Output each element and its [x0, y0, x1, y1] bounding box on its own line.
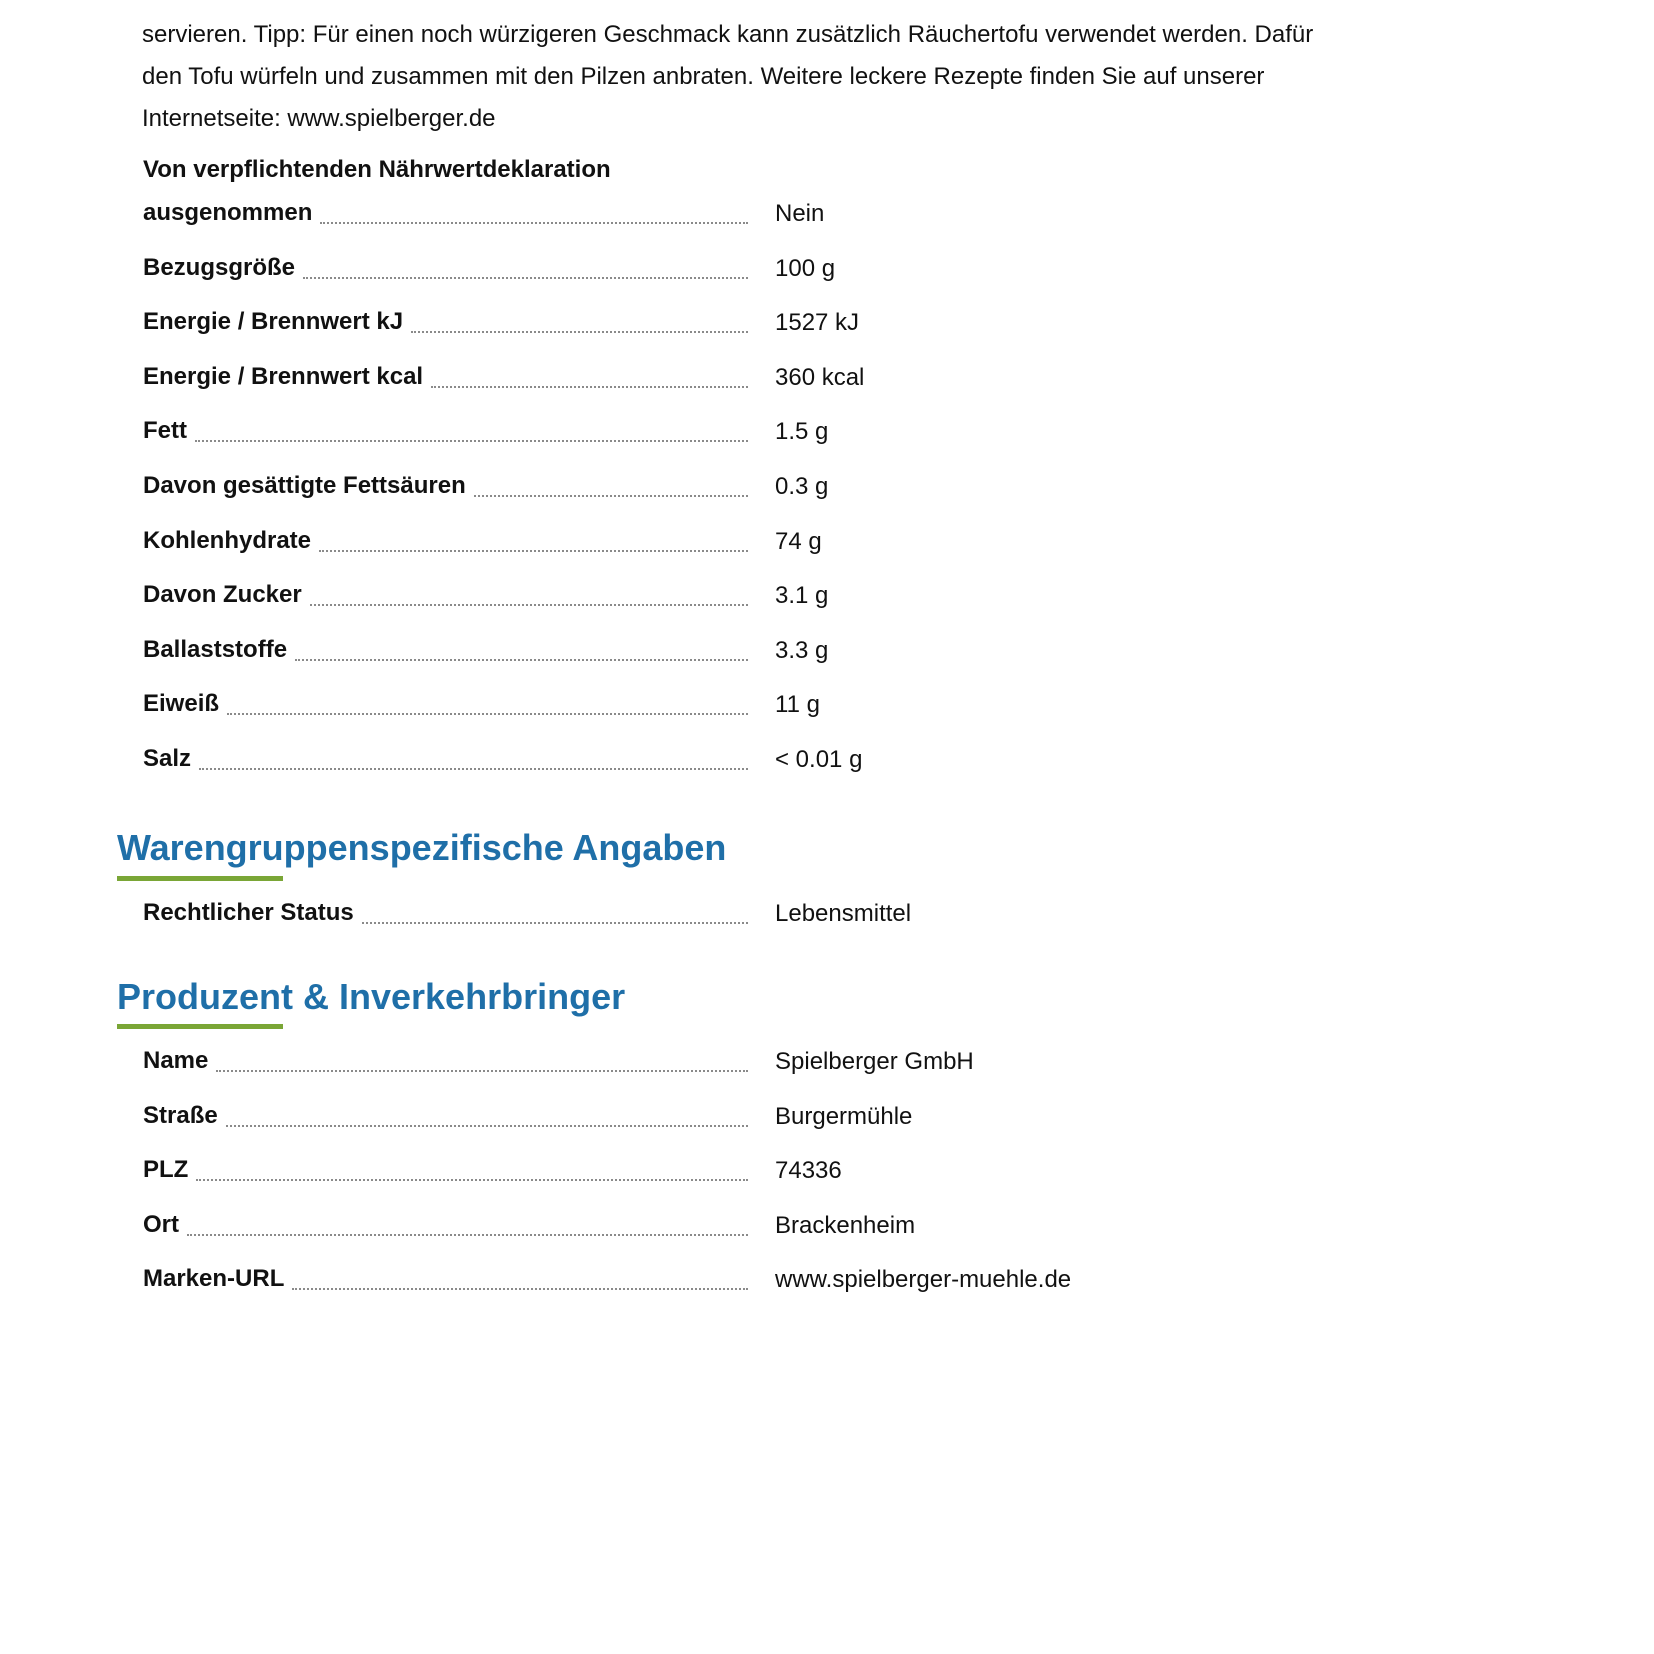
produzent-table	[143, 1044, 1143, 1317]
dot-leader	[310, 604, 748, 606]
row-value: Lebensmittel	[775, 900, 912, 927]
dot-leader	[362, 922, 748, 924]
table-row	[143, 1262, 1143, 1317]
table-row	[143, 1153, 1143, 1208]
dot-leader	[216, 1070, 748, 1072]
row-label: Name	[143, 1047, 209, 1074]
row-label: Bezugsgröße	[143, 253, 296, 281]
table-row	[143, 524, 1143, 579]
table-row	[143, 305, 1143, 360]
row-label: Ballaststoffe	[143, 635, 288, 663]
table-row	[143, 578, 1143, 633]
row-label: ausgenommen	[143, 199, 313, 226]
row-value: 3.1 g	[775, 582, 829, 610]
row-label: Salz	[143, 744, 192, 772]
row-label: Rechtlicher Status	[143, 899, 354, 926]
dot-leader	[196, 1179, 748, 1181]
recipe-tip-paragraph	[142, 14, 1432, 140]
table-row	[143, 1099, 1143, 1154]
row-label: Fett	[143, 417, 187, 445]
section-underline	[117, 876, 283, 881]
table-row	[143, 742, 1143, 797]
table-row	[143, 469, 1143, 524]
table-row	[143, 633, 1143, 688]
dot-leader	[292, 1288, 748, 1290]
warengruppe-table	[143, 896, 1143, 951]
row-value: Nein	[775, 200, 825, 227]
row-label: Eiweiß	[143, 690, 220, 718]
dot-leader	[226, 1125, 748, 1127]
dot-leader	[295, 659, 748, 661]
section-title-warengruppe: Warengruppenspezifische Angaben	[117, 827, 727, 868]
row-value: < 0.01 g	[775, 745, 863, 773]
row-value: 74 g	[775, 527, 822, 555]
dot-leader	[474, 495, 748, 497]
table-row	[143, 196, 1143, 251]
table-row	[143, 896, 1143, 951]
row-value: 360 kcal	[775, 363, 865, 391]
section-underline	[117, 1024, 283, 1029]
dot-leader	[431, 386, 748, 388]
row-value: 1.5 g	[775, 418, 829, 446]
row-label: Marken-URL	[143, 1265, 285, 1293]
table-row	[143, 687, 1143, 742]
table-row	[143, 1208, 1143, 1263]
row-value: 74336	[775, 1157, 842, 1185]
dot-leader	[195, 440, 748, 442]
intro-line: Internetseite: www.spielberger.de	[142, 105, 496, 132]
table-row	[143, 414, 1143, 469]
dot-leader	[187, 1234, 748, 1236]
table-row	[143, 251, 1143, 306]
row-value: 1527 kJ	[775, 309, 860, 337]
section-title-produzent: Produzent & Inverkehrbringer	[117, 976, 626, 1017]
dot-leader	[199, 768, 748, 770]
dot-leader	[303, 277, 748, 279]
row-value: www.spielberger-muehle.de	[775, 1266, 1072, 1294]
row-value: Burgermühle	[775, 1102, 913, 1130]
row-label: Davon Zucker	[143, 581, 302, 609]
row-value: Spielberger GmbH	[775, 1048, 974, 1075]
row-value: 0.3 g	[775, 472, 829, 500]
row-label: Energie / Brennwert kcal	[143, 362, 424, 390]
dot-leader	[319, 550, 748, 552]
dot-leader	[320, 222, 748, 224]
row-value: Brackenheim	[775, 1211, 916, 1239]
row-label: Energie / Brennwert kJ	[143, 308, 404, 336]
table-row	[143, 360, 1143, 415]
table-row	[143, 1044, 1143, 1099]
intro-line: servieren. Tipp: Für einen noch würzigeren Geschmack kann zusätzlich Räuchertofu verwendet werden. Dafür	[142, 21, 1314, 48]
row-label: PLZ	[143, 1156, 189, 1184]
row-label: Straße	[143, 1101, 218, 1129]
row-value: 11 g	[775, 691, 820, 719]
dot-leader	[227, 713, 748, 715]
nutrition-table	[143, 196, 1143, 797]
row-value: 3.3 g	[775, 636, 829, 664]
row-label: Kohlenhydrate	[143, 526, 312, 554]
dot-leader	[411, 331, 748, 333]
row-label: Davon gesättigte Fettsäuren	[143, 471, 466, 499]
row-value: 100 g	[775, 254, 836, 282]
nutrition-exempt-label: Von verpflichtenden Nährwertdeklaration	[143, 156, 611, 183]
intro-line: den Tofu würfeln und zusammen mit den Pilzen anbraten. Weitere leckere Rezepte finden Sie auf unserer	[142, 63, 1265, 90]
row-label: Ort	[143, 1210, 179, 1238]
